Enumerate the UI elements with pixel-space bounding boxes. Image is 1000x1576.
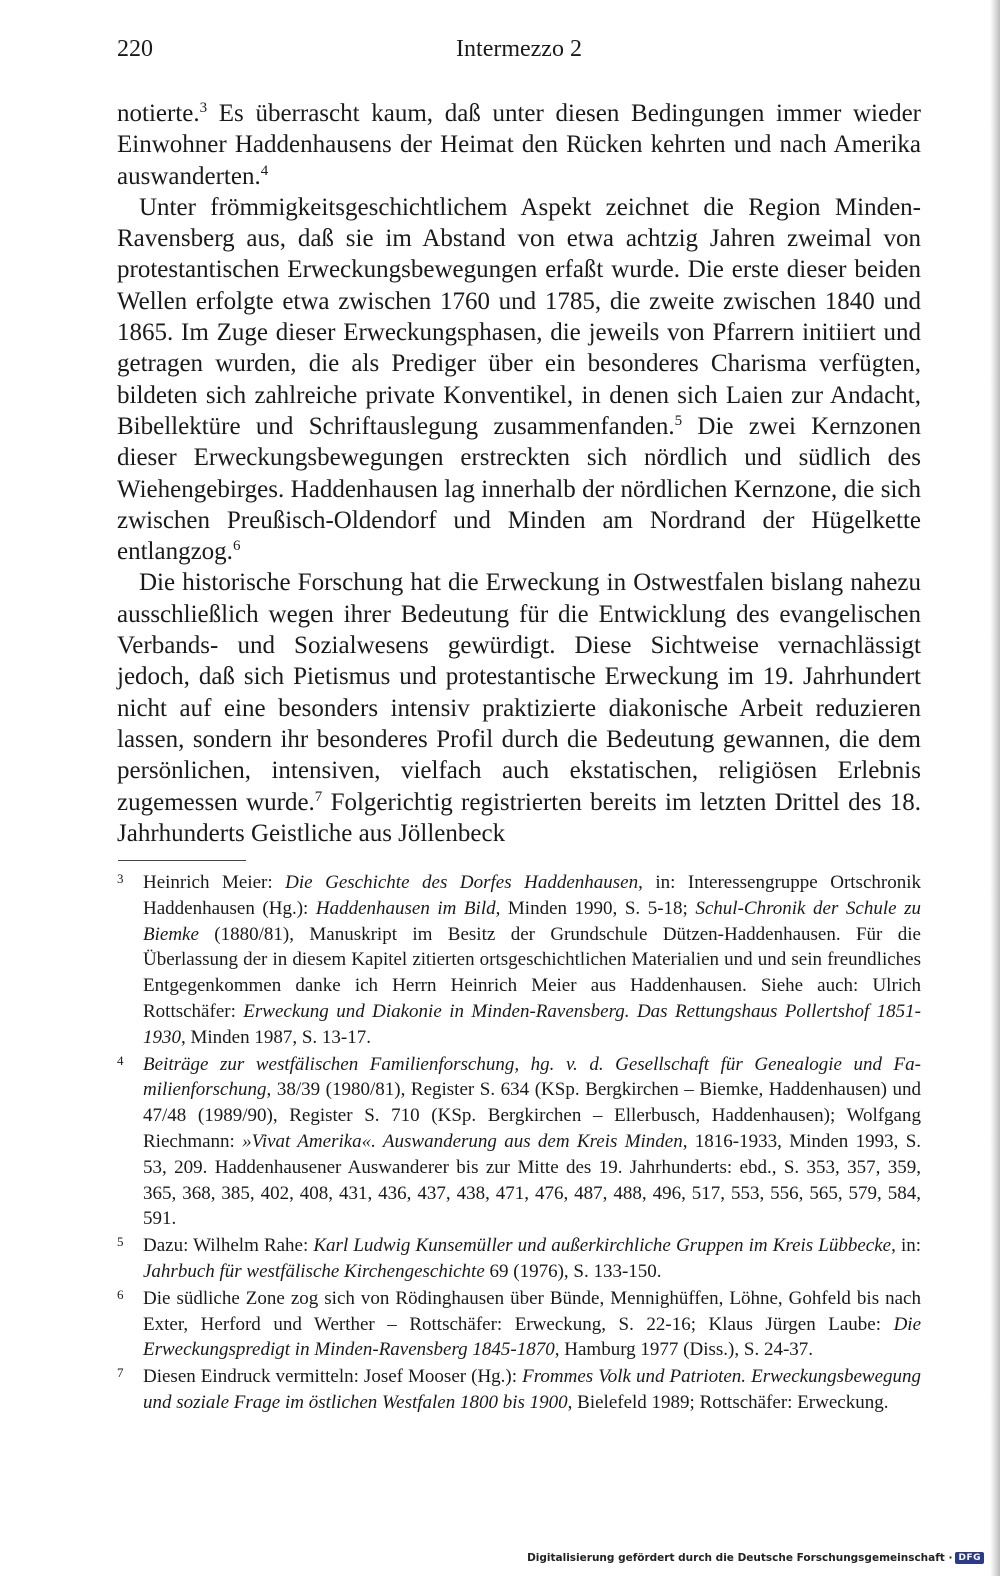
footnote-reference[interactable]: 6 bbox=[232, 538, 241, 555]
italic-title: Haddenhausen im Bild bbox=[315, 897, 496, 919]
footnote bbox=[117, 1233, 921, 1285]
footnote-mark: 3 bbox=[117, 871, 124, 886]
paragraph: Die historische Forschung hat die Erweckung in Ostwestfalen bislang nahezu ausschließlich wegen ihrer Bedeutung für die Entwicklung des evangelischen Verbands- und Sozialwesens gewürdigt. Diese Sichtweise vernachlässigt jedoch, daß sich Pietismus und protestantische Erweckung im 19. Jahrhundert nicht auf eine besonders intensiv praktizierte diakonische Arbeit reduzieren lassen, sondern ihr besonderes Profil durch die Bedeutung gewannen, die dem persönlichen, intensiven, vielfach auch ekstatischen, religiösen Erlebnis zugemessen wurde.$^7$ Folgerichtig registrierten bereits im letzten Drittel des 18. Jahrhunderts Geistliche aus Jöllenbeck bbox=[117, 569, 921, 847]
dfg-logo-icon: DFG bbox=[955, 1552, 984, 1564]
footnote-rule bbox=[118, 860, 246, 861]
paragraph: Unter frömmigkeitsgeschichtlichem Aspekt zeichnet die Region Minden-Ravensberg aus, daß sie im Abstand von etwa achtzig Jahren zweimal von protestantischen Erweckungsbewegungen erfaßt wurde. Die erste dieser beiden Wellen erfolgte etwa zwischen 1760 und 1785, die zweite zwischen 1840 und 1865. Im Zuge dieser Erweckungsphasen, die jeweils von Pfarrern initiiert und getragen wurden, die als Prediger über ein besonderes Charisma verfügten, bildeten sich zahlreiche private Konventikel, in denen sich Laien zur Andacht, Bibellektüre und Schriftauslegung zusammenfanden.$^5$ Die zwei Kernzonen dieser Erweckungsbewegungen erstreckten sich nördlich und südlich des Wiehengebirges. Haddenhausen lag innerhalb der nördlichen Kernzone, die sich zwischen Preußisch-Oldendorf und Minden am Nordrand der Hügelkette entlangzog.$^6$ bbox=[117, 193, 921, 566]
italic-title: Erweckung und Diakonie in Minden-Ravensberg. Das Rettungshaus Pollertshof 1851-1930 bbox=[143, 1000, 921, 1048]
page-edge-shadow bbox=[990, 0, 1000, 1576]
italic-title: Frommes Volk und Patrioten. Erweckungsbewegung und soziale Frage im östlichen Westfalen 1800 bis 1900 bbox=[143, 1366, 922, 1413]
footnote-mark: 7 bbox=[117, 1365, 124, 1381]
footnote-text: Heinrich Meier: Die Geschichte des Dorfes Haddenhausen, in: Interessengruppe Ortschronik Haddenhausen (Hg.): Haddenhausen im Bild, Minden 1990, S. 5-18; Schul-Chronik der Schule zu Biemke (1880/81), Manuskript im Besitz der Grundschule Dützen-Haddenhausen. Für die Überlassung der in diesem Kapitel zitierten ortsgeschichtlichen Materialien und und sein freundliches Entgegenkommen danke ich Herrn Heinrich Meier aus Haddenhausen. Siehe auch: Ulrich Rottschäfer: Erweckung und Diakonie in Minden-Ravensberg. Das Rettungshaus Pollertshof 1851-1930, Minden 1987, S. 13-17. bbox=[143, 872, 921, 1048]
footnote bbox=[117, 1364, 921, 1416]
footnote-text: Die südliche Zone zog sich von Rödinghausen über Bünde, Mennighüffen, Löhne, Gohfeld bis nach Exter, Herford und Werther – Rottschäfer: Erweckung, S. 22-16; Klaus Jürgen Laube: Die Erweckungspredigt in Minden-Ravensberg 1845-1870, Hamburg 1977 (Diss.), S. 24-37. bbox=[143, 1287, 921, 1361]
footnote bbox=[117, 1286, 921, 1363]
footnote-mark: 4 bbox=[117, 1052, 124, 1068]
italic-title: Die Erweckungspredigt in Minden-Ravensberg 1845-1870 bbox=[143, 1313, 921, 1361]
page-header bbox=[117, 36, 921, 70]
italic-title: Beiträge zur westfälischen Familienforschung, hg. v. d. Gesellschaft für Genealogie und Familienforschung bbox=[143, 1053, 921, 1101]
italic-title: »Vivat Amerika«. Auswanderung aus dem Kreis Minden bbox=[242, 1130, 683, 1152]
main-text bbox=[117, 98, 921, 849]
footnote-reference[interactable]: 5 bbox=[674, 412, 683, 429]
footnote-reference[interactable]: 4 bbox=[260, 162, 269, 179]
italic-title: Jahrbuch für westfälische Kirchengeschichte bbox=[143, 1260, 485, 1282]
running-head: Intermezzo 2 bbox=[456, 36, 582, 62]
italic-title: Karl Ludwig Kunsemüller und außerkirchliche Gruppen im Kreis Lübbecke bbox=[313, 1235, 892, 1257]
footnote-mark: 5 bbox=[117, 1234, 124, 1250]
footnotes bbox=[117, 870, 921, 1417]
footnote-reference[interactable]: 3 bbox=[199, 100, 208, 116]
footnote-mark: 6 bbox=[117, 1286, 124, 1302]
footnote-text: Diesen Eindruck vermitteln: Josef Mooser (Hg.): Frommes Volk und Patrioten. Erweckungsbewegung und soziale Frage im östlichen Westfalen 1800 bis 1900, Bielefeld 1989; Rottschäfer: Erweckung. bbox=[143, 1366, 922, 1413]
footnote bbox=[117, 1052, 921, 1233]
italic-title: Schul-Chronik der Schule zu Biemke bbox=[143, 897, 921, 945]
page-number: 220 bbox=[117, 36, 153, 62]
footnote-text: Dazu: Wilhelm Rahe: Karl Ludwig Kunsemüller und außerkirchliche Gruppen im Kreis Lübbecke, in: Jahrbuch für westfälische Kirchengeschichte 69 (1976), S. 133-150. bbox=[143, 1235, 922, 1282]
footnote-reference[interactable]: 7 bbox=[314, 788, 323, 805]
credit-text: Digitalisierung gefördert durch die Deutsche Forschungsgemeinschaft · bbox=[527, 1552, 953, 1564]
footnote bbox=[117, 870, 921, 1051]
digitization-credit bbox=[527, 1552, 984, 1564]
italic-title: Die Geschichte des Dorfes Haddenhausen bbox=[285, 872, 639, 893]
footnote-text: Beiträge zur westfälischen Familienforschung, hg. v. d. Gesellschaft für Genealogie und Familienforschung, 38/39 (1980/81), Register S. 634 (KSp. Bergkirchen – Biemke, Haddenhausen) und 47/48 (1989/90), Register S. 710 (KSp. Bergkirchen – Ellerbusch, Haddenhausen); Wolfgang Riechmann: »Vivat Amerika«. Auswanderung aus dem Kreis Minden, 1816-1933, Minden 1993, S. 53, 209. Haddenhausener Auswanderer bis zur Mitte des 19. Jahrhunderts: ebd., S. 353, 357, 359, 365, 368, 385, 402, 408, 431, 436, 437, 438, 471, 476, 487, 488, 496, 517, 553, 556, 565, 579, 584, 591. bbox=[143, 1053, 922, 1230]
paragraph: notierte.$^3$ Es überrascht kaum, daß unter diesen Bedingungen immer wieder Einwohner Haddenhausens der Heimat den Rücken kehrten und nach Amerika auswanderten.$^4$ bbox=[117, 100, 921, 190]
